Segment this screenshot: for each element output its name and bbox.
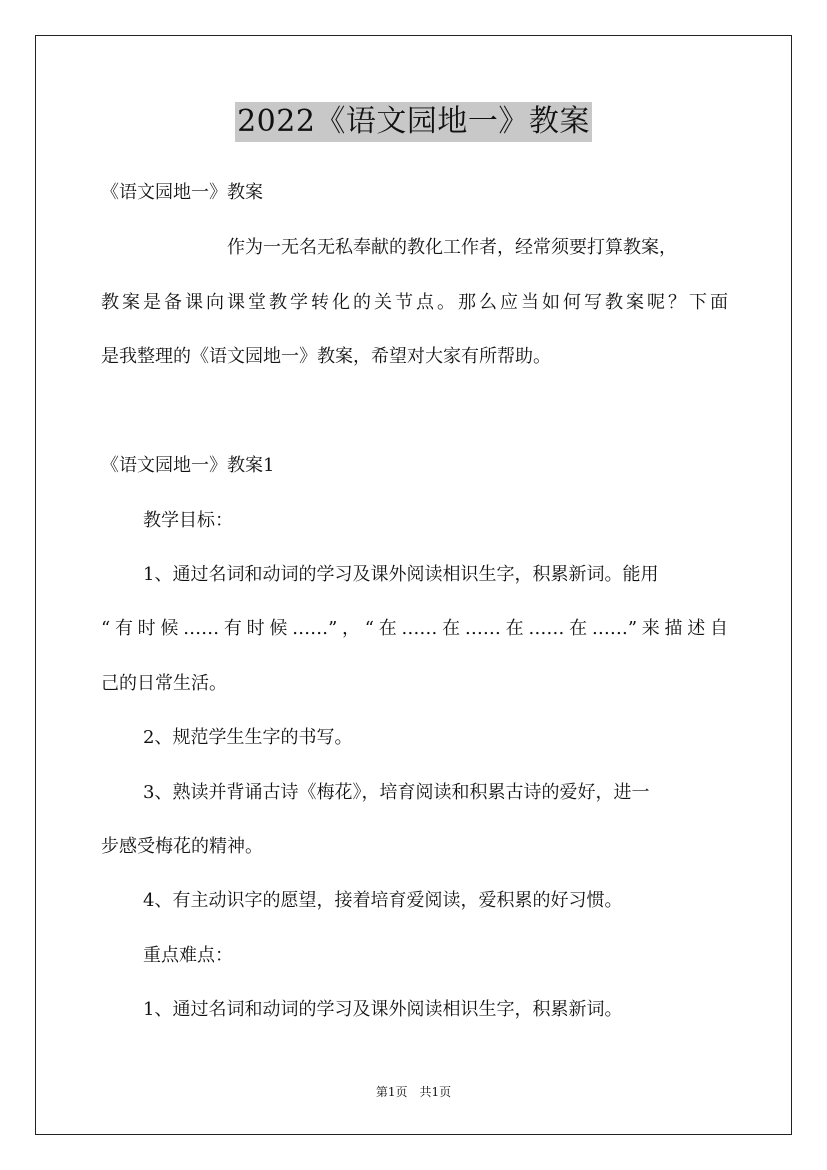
objective-line-7: 4、有主动识字的愿望，接着培育爱阅读，爱积累的好习惯。 — [143, 890, 623, 911]
objective-line-1: 1、通过名词和动词的学习及课外阅读相识生字，积累新词。能用 — [143, 564, 659, 585]
intro-line-3: 是我整理的《语文园地一》教案，希望对大家有所帮助。 — [101, 346, 551, 367]
title-container — [0, 102, 827, 142]
objectives-label: 教学目标： — [143, 510, 233, 531]
section-heading: 《语文园地一》教案1 — [101, 455, 275, 476]
objective-line-5: 3、熟读并背诵古诗《梅花》，培育阅读和积累古诗的爱好，进一 — [143, 782, 650, 803]
document-subtitle: 《语文园地一》教案 — [101, 182, 263, 203]
key-points-label: 重点难点： — [143, 945, 233, 966]
intro-line-2: 教案是备课向课堂教学转化的关节点。那么应当如何写教案呢？下面 — [101, 292, 728, 313]
page-footer — [0, 1084, 827, 1100]
objective-line-6: 步感受梅花的精神。 — [101, 836, 263, 857]
page-number: 第1页 — [375, 1085, 408, 1099]
objective-line-4: 2、规范学生生字的书写。 — [143, 727, 353, 748]
intro-line-1: 作为一无名无私奉献的教化工作者，经常须要打算教案， — [227, 237, 677, 258]
page-total: 共1页 — [419, 1085, 452, 1099]
document-title: 2022《语文园地一》教案 — [235, 102, 592, 142]
objective-line-2: “有时候……有时候……”，“在……在……在……在……”来描述自 — [101, 618, 728, 639]
objective-line-3: 己的日常生活。 — [101, 673, 227, 694]
key-point-line-1: 1、通过名词和动词的学习及课外阅读相识生字，积累新词。 — [143, 999, 623, 1020]
